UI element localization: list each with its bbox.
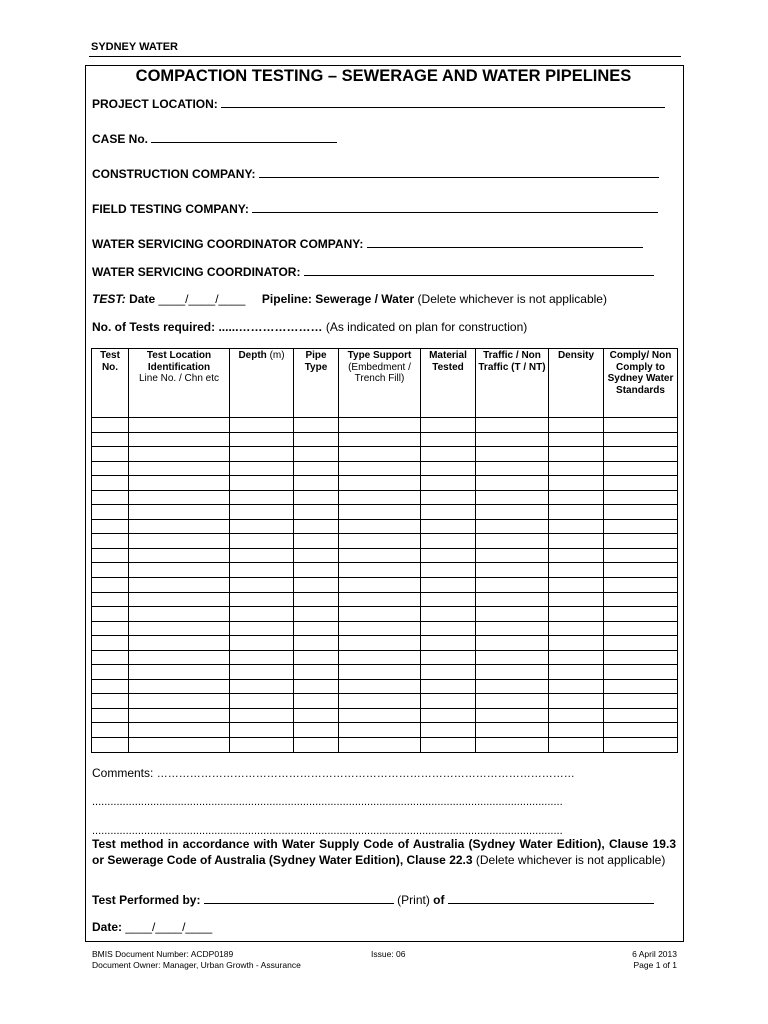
table-cell[interactable] [294,679,339,694]
table-cell[interactable] [339,665,421,680]
comments-dots-1[interactable]: …………………………………………………………………………………………………… [156,768,575,780]
test-label: TEST: [92,292,126,306]
table-cell[interactable] [339,447,421,462]
performed-by-line [92,892,654,907]
table-cell[interactable] [230,563,294,578]
comments-dots-3[interactable]: .......................................................................................................................................................... [92,825,563,837]
col-depth: Depth (m) [230,349,294,418]
comments-dots-2[interactable]: .......................................................................................................................................................... [92,796,563,808]
table-cell[interactable] [129,461,230,476]
table-cell[interactable] [421,607,476,622]
table-cell[interactable] [421,476,476,491]
test-method-statement [92,836,676,868]
test-date-blank[interactable]: ____/____/____ [158,292,246,306]
table-cell[interactable] [339,636,421,651]
table-cell[interactable] [549,519,604,534]
project-location-label: PROJECT LOCATION: [92,97,218,111]
table-cell[interactable] [604,476,678,491]
table-cell[interactable] [604,432,678,447]
wsc-label: WATER SERVICING COORDINATOR: [92,265,301,279]
table-cell[interactable] [604,636,678,651]
table-row [92,519,678,534]
table-cell[interactable] [604,708,678,723]
col-test-location: Test Location Identification Line No. / Chn etc [129,349,230,418]
table-row [92,418,678,433]
table-cell[interactable] [230,505,294,520]
table-cell[interactable] [129,432,230,447]
table-cell[interactable] [92,723,129,738]
table-cell[interactable] [549,708,604,723]
table-row [92,694,678,709]
table-row [92,665,678,680]
table-cell[interactable] [92,432,129,447]
table-cell[interactable] [549,607,604,622]
table-cell[interactable] [294,461,339,476]
table-cell[interactable] [549,578,604,593]
table-cell[interactable] [421,665,476,680]
table-cell[interactable] [129,636,230,651]
case-no-field[interactable] [92,131,337,146]
table-cell[interactable] [339,534,421,549]
table-cell[interactable] [421,592,476,607]
table-cell[interactable] [294,548,339,563]
footer-owner: Document Owner: Manager, Urban Growth - Assurance [92,960,301,970]
table-cell[interactable] [230,650,294,665]
table-cell[interactable] [476,519,549,534]
table-cell[interactable] [604,621,678,636]
tests-required-line [92,320,527,334]
table-cell[interactable] [339,607,421,622]
table-cell[interactable] [92,548,129,563]
col-pipe-type: Pipe Type [294,349,339,418]
table-cell[interactable] [339,708,421,723]
table-cell[interactable] [476,447,549,462]
form-title: COMPACTION TESTING – SEWERAGE AND WATER PIPELINES [135,67,632,85]
table-cell[interactable] [294,723,339,738]
table-cell[interactable] [421,548,476,563]
table-row [92,592,678,607]
table-cell[interactable] [129,694,230,709]
table-cell[interactable] [129,621,230,636]
wsc-company-label: WATER SERVICING COORDINATOR COMPANY: [92,237,364,251]
col-traffic: Traffic / Non Traffic (T / NT) [476,349,549,418]
table-cell[interactable] [92,519,129,534]
table-cell[interactable] [230,418,294,433]
table-cell[interactable] [476,476,549,491]
table-cell[interactable] [604,738,678,753]
table-body [92,418,678,753]
table-cell[interactable] [421,738,476,753]
table-cell[interactable] [294,505,339,520]
table-cell[interactable] [230,723,294,738]
signoff-date-label: Date: [92,920,123,934]
table-cell[interactable] [421,694,476,709]
table-cell[interactable] [92,563,129,578]
table-cell[interactable] [294,650,339,665]
table-cell[interactable] [421,578,476,593]
table-cell[interactable] [339,578,421,593]
test-method-bold: Test method in accordance with Water Supply Code of Australia (Sydney Water Edition), Clause 19.3 or Sewerage Code of Australia (Sydney Water Edition), Clause 22.3 [92,837,676,867]
table-cell[interactable] [92,418,129,433]
table-cell[interactable] [129,679,230,694]
table-cell[interactable] [294,519,339,534]
project-location-field[interactable] [92,96,665,111]
table-row [92,476,678,491]
pipeline-note: (Delete whichever is not applicable) [417,292,607,306]
case-no-line[interactable] [151,131,337,143]
table-cell[interactable] [476,418,549,433]
table-cell[interactable] [339,490,421,505]
table-cell[interactable] [476,490,549,505]
col-comply: Comply/ Non Comply to Sydney Water Standards [604,349,678,418]
table-cell[interactable] [129,476,230,491]
table-cell[interactable] [549,461,604,476]
table-cell[interactable] [230,461,294,476]
table-cell[interactable] [294,621,339,636]
col-test-no: Test No. [92,349,129,418]
table-cell[interactable] [476,578,549,593]
table-cell[interactable] [604,578,678,593]
table-cell[interactable] [294,447,339,462]
table-cell[interactable] [339,418,421,433]
table-cell[interactable] [549,679,604,694]
table-cell[interactable] [604,723,678,738]
table-cell[interactable] [339,650,421,665]
col-type-support: Type Support (Embedment / Trench Fill) [339,349,421,418]
table-row [92,708,678,723]
table-cell[interactable] [476,534,549,549]
table-cell[interactable] [294,708,339,723]
table-row [92,738,678,753]
tests-required-dots[interactable]: ......………………… [218,320,323,334]
table-cell[interactable] [92,505,129,520]
table-cell[interactable] [129,592,230,607]
performed-by-name-line[interactable] [204,892,394,904]
table-cell[interactable] [92,592,129,607]
table-cell[interactable] [604,447,678,462]
table-cell[interactable] [339,694,421,709]
table-cell[interactable] [339,548,421,563]
table-cell[interactable] [129,534,230,549]
wsc-field[interactable] [92,264,654,279]
table-cell[interactable] [476,679,549,694]
table-cell[interactable] [230,636,294,651]
table-cell[interactable] [421,708,476,723]
table-cell[interactable] [92,665,129,680]
table-cell[interactable] [230,578,294,593]
table-cell[interactable] [92,621,129,636]
table-cell[interactable] [421,723,476,738]
table-cell[interactable] [294,490,339,505]
table-cell[interactable] [129,447,230,462]
footer-date: 6 April 2013 [632,949,677,959]
construction-company-line[interactable] [259,166,659,178]
table-cell[interactable] [476,636,549,651]
table-cell[interactable] [476,461,549,476]
table-cell[interactable] [476,723,549,738]
wsc-line[interactable] [304,264,654,276]
case-no-label: CASE No. [92,132,149,146]
table-cell[interactable] [294,432,339,447]
table-cell[interactable] [339,621,421,636]
table-cell[interactable] [294,563,339,578]
table-cell[interactable] [604,519,678,534]
table-cell[interactable] [339,505,421,520]
table-cell[interactable] [129,505,230,520]
table-row [92,534,678,549]
table-cell[interactable] [92,490,129,505]
table-cell[interactable] [421,447,476,462]
table-cell[interactable] [549,432,604,447]
table-row [92,432,678,447]
table-cell[interactable] [129,665,230,680]
table-cell[interactable] [549,476,604,491]
table-cell[interactable] [129,548,230,563]
table-cell[interactable] [230,665,294,680]
table-cell[interactable] [549,490,604,505]
table-row [92,723,678,738]
performed-by-org-line[interactable] [448,892,654,904]
table-row [92,461,678,476]
table-cell[interactable] [294,694,339,709]
signoff-date-line [92,920,212,934]
table-cell[interactable] [129,708,230,723]
footer-issue: Issue: 06 [371,949,406,959]
table-cell[interactable] [476,650,549,665]
table-cell[interactable] [92,578,129,593]
table-row [92,607,678,622]
project-location-line[interactable] [221,96,665,108]
table-cell[interactable] [339,519,421,534]
table-cell[interactable] [476,548,549,563]
table-cell[interactable] [129,607,230,622]
table-row [92,636,678,651]
org-header: SYDNEY WATER [91,41,178,53]
table-cell[interactable] [604,418,678,433]
table-cell[interactable] [604,694,678,709]
table-cell[interactable] [339,738,421,753]
table-cell[interactable] [476,738,549,753]
table-cell[interactable] [421,621,476,636]
table-cell[interactable] [604,490,678,505]
table-cell[interactable] [129,563,230,578]
table-cell[interactable] [549,665,604,680]
field-testing-company-field[interactable] [92,201,658,216]
table-cell[interactable] [230,592,294,607]
table-cell[interactable] [92,476,129,491]
table-cell[interactable] [129,738,230,753]
table-cell[interactable] [92,534,129,549]
table-cell[interactable] [129,418,230,433]
table-cell[interactable] [421,679,476,694]
table-cell[interactable] [230,679,294,694]
construction-company-field[interactable] [92,166,659,181]
table-row [92,650,678,665]
table-cell[interactable] [92,738,129,753]
table-cell[interactable] [129,578,230,593]
table-row [92,505,678,520]
table-cell[interactable] [230,476,294,491]
table-cell[interactable] [476,592,549,607]
table-cell[interactable] [549,621,604,636]
comments-line[interactable] [92,766,575,780]
table-cell[interactable] [230,708,294,723]
table-cell[interactable] [339,461,421,476]
table-cell[interactable] [92,447,129,462]
table-cell[interactable] [339,679,421,694]
table-cell[interactable] [604,665,678,680]
table-cell[interactable] [294,636,339,651]
table-cell[interactable] [604,650,678,665]
table-cell[interactable] [230,548,294,563]
header-rule [89,56,681,57]
table-cell[interactable] [294,476,339,491]
table-cell[interactable] [604,505,678,520]
table-cell[interactable] [476,694,549,709]
table-row [92,679,678,694]
table-cell[interactable] [339,723,421,738]
table-cell[interactable] [92,650,129,665]
table-cell[interactable] [421,534,476,549]
table-cell[interactable] [549,563,604,578]
test-results-table [91,348,678,753]
table-cell[interactable] [294,534,339,549]
test-line [92,292,607,306]
table-cell[interactable] [549,592,604,607]
table-cell[interactable] [339,592,421,607]
table-cell[interactable] [129,490,230,505]
construction-company-label: CONSTRUCTION COMPANY: [92,167,256,181]
table-cell[interactable] [230,432,294,447]
table-cell[interactable] [476,563,549,578]
table-cell[interactable] [604,679,678,694]
table-row [92,578,678,593]
table-cell[interactable] [421,418,476,433]
table-cell[interactable] [339,432,421,447]
table-cell[interactable] [476,607,549,622]
table-cell[interactable] [421,505,476,520]
table-cell[interactable] [421,461,476,476]
table-cell[interactable] [421,519,476,534]
table-cell[interactable] [294,592,339,607]
print-label: (Print) [397,893,430,907]
table-cell[interactable] [129,650,230,665]
table-cell[interactable] [92,607,129,622]
performed-by-label: Test Performed by: [92,893,201,907]
table-cell[interactable] [549,650,604,665]
field-testing-company-label: FIELD TESTING COMPANY: [92,202,249,216]
table-cell[interactable] [92,708,129,723]
table-cell[interactable] [92,461,129,476]
wsc-company-line[interactable] [367,236,643,248]
table-cell[interactable] [294,418,339,433]
table-cell[interactable] [549,418,604,433]
col-density: Density [549,349,604,418]
table-cell[interactable] [549,447,604,462]
table-cell[interactable] [230,738,294,753]
table-cell[interactable] [549,738,604,753]
table-cell[interactable] [92,679,129,694]
table-header-row [92,349,678,418]
table-cell[interactable] [294,665,339,680]
table-cell[interactable] [421,563,476,578]
test-date-label: Date [129,292,156,306]
table-cell[interactable] [604,461,678,476]
table-cell[interactable] [549,636,604,651]
table-cell[interactable] [549,505,604,520]
table-cell[interactable] [421,636,476,651]
table-cell[interactable] [549,694,604,709]
table-cell[interactable] [339,476,421,491]
table-cell[interactable] [230,694,294,709]
table-cell[interactable] [549,534,604,549]
table-cell[interactable] [604,563,678,578]
table-row [92,548,678,563]
tests-required-note: (As indicated on plan for construction) [325,320,528,334]
table-cell[interactable] [294,738,339,753]
col-material-tested: Material Tested [421,349,476,418]
table-cell[interactable] [421,490,476,505]
table-cell[interactable] [421,432,476,447]
table-row [92,447,678,462]
table-cell[interactable] [129,723,230,738]
table-cell[interactable] [421,650,476,665]
table-cell[interactable] [92,636,129,651]
table-cell[interactable] [604,592,678,607]
table-cell[interactable] [604,607,678,622]
test-method-note: (Delete whichever is not applicable) [475,853,666,867]
table-cell[interactable] [476,665,549,680]
tests-required-label: No. of Tests required: [92,320,216,334]
table-cell[interactable] [549,548,604,563]
table-cell[interactable] [230,519,294,534]
table-cell[interactable] [230,621,294,636]
table-cell[interactable] [230,447,294,462]
table-cell[interactable] [230,490,294,505]
signoff-date-blank[interactable]: ____/____/____ [125,920,213,934]
table-cell[interactable] [339,563,421,578]
table-cell[interactable] [294,578,339,593]
wsc-company-field[interactable] [92,236,643,251]
table-cell[interactable] [476,621,549,636]
table-cell[interactable] [129,519,230,534]
table-cell[interactable] [604,534,678,549]
table-cell[interactable] [92,694,129,709]
table-cell[interactable] [230,534,294,549]
footer-page: Page 1 of 1 [633,960,677,970]
table-cell[interactable] [294,607,339,622]
table-cell[interactable] [549,723,604,738]
table-cell[interactable] [604,548,678,563]
table-cell[interactable] [476,432,549,447]
of-label: of [433,893,445,907]
pipeline-label[interactable]: Pipeline: Sewerage / Water [261,292,415,306]
table-row [92,621,678,636]
footer-doc-number: BMIS Document Number: ACDP0189 [92,949,234,959]
table-cell[interactable] [476,505,549,520]
field-testing-company-line[interactable] [252,201,658,213]
table-row [92,490,678,505]
table-cell[interactable] [230,607,294,622]
comments-label: Comments: [92,766,154,780]
table-row [92,563,678,578]
table-cell[interactable] [476,708,549,723]
